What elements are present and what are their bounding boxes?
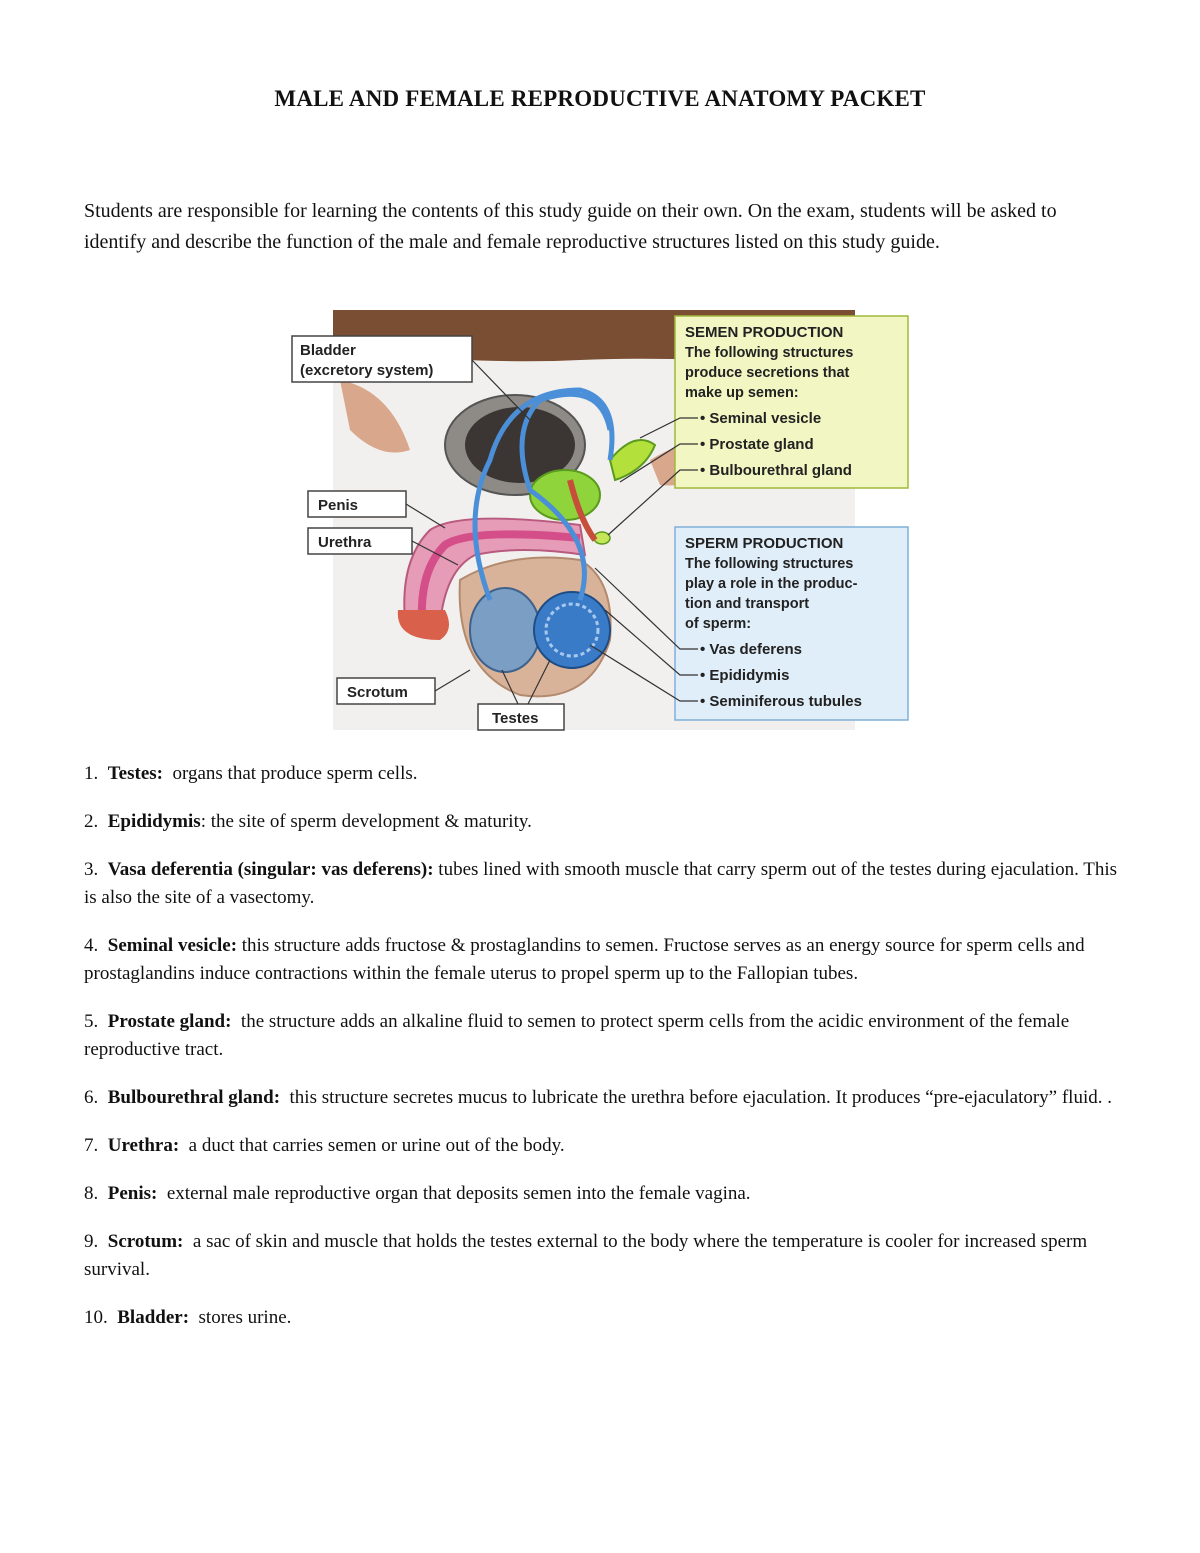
item-term: Urethra: — [107, 1135, 180, 1156]
sperm-item: • Seminiferous tubules — [700, 693, 862, 710]
semen-desc-line: The following structures — [685, 345, 854, 361]
semen-item: • Prostate gland — [700, 436, 814, 453]
list-item — [84, 1228, 1124, 1284]
item-term: Vasa deferentia (singular: vas deferens): — [107, 859, 434, 880]
urethra-label: Urethra — [318, 534, 372, 551]
page-title: MALE AND FEMALE REPRODUCTIVE ANATOMY PACKET — [274, 86, 926, 111]
item-term: Bulbourethral gland: — [107, 1087, 281, 1108]
anatomy-diagram — [280, 310, 920, 735]
scrotum-label: Scrotum — [347, 684, 408, 701]
item-number: 9. — [84, 1231, 99, 1252]
item-number: 7. — [84, 1135, 99, 1156]
item-number: 8. — [84, 1183, 99, 1204]
sperm-desc-line: The following structures — [685, 556, 854, 572]
list-item — [84, 856, 1124, 912]
item-number: 10. — [84, 1307, 108, 1328]
item-term: Testes: — [107, 763, 163, 784]
item-number: 2. — [84, 811, 99, 832]
sperm-desc-line: of sperm: — [685, 616, 752, 632]
list-item — [84, 1084, 1124, 1112]
semen-heading: SEMEN PRODUCTION — [685, 324, 844, 341]
bladder-sublabel: (excretory system) — [300, 362, 434, 379]
penis-label: Penis — [318, 497, 359, 514]
sperm-desc-line: play a role in the produc- — [685, 576, 858, 592]
sperm-item: • Vas deferens — [700, 641, 802, 658]
semen-desc-line: make up semen: — [685, 385, 799, 401]
item-number: 1. — [84, 763, 99, 784]
list-item — [84, 1132, 1124, 1160]
item-desc: this structure adds fructose & prostaglandins to semen. Fructose serves as an energy source for sperm cells and prostaglandins induce contractions within the female uterus to propel sperm up to the Fallopian tubes. — [84, 935, 1085, 984]
item-desc: : the site of sperm development & maturity. — [200, 811, 532, 832]
intro-paragraph: Students are responsible for learning the contents of this study guide on their own. On the exam, students will be asked to identify and describe the function of the male and female reproductive structures listed on this study guide. — [84, 200, 1057, 253]
sperm-desc-line: tion and transport — [685, 596, 810, 612]
item-number: 3. — [84, 859, 99, 880]
item-desc: external male reproductive organ that deposits semen into the female vagina. — [166, 1183, 751, 1204]
list-item — [84, 1008, 1124, 1064]
list-item — [84, 760, 1124, 788]
structure-list — [84, 760, 1124, 1352]
item-term: Prostate gland: — [107, 1011, 232, 1032]
item-number: 5. — [84, 1011, 99, 1032]
item-term: Bladder: — [117, 1307, 190, 1328]
list-item — [84, 808, 1124, 836]
item-number: 4. — [84, 935, 99, 956]
item-desc: a duct that carries semen or urine out of the body. — [188, 1135, 565, 1156]
item-desc: the structure adds an alkaline fluid to semen to protect sperm cells from the acidic environment of the female reproductive tract. — [84, 1011, 1070, 1060]
item-desc: a sac of skin and muscle that holds the testes external to the body where the temperature is cooler for increased sperm survival. — [84, 1231, 1088, 1280]
list-item — [84, 932, 1124, 988]
semen-desc-line: produce secretions that — [685, 365, 850, 381]
item-desc: this structure secretes mucus to lubricate the urethra before ejaculation. It produces “pre-ejaculatory” fluid. . — [289, 1087, 1112, 1108]
item-term: Epididymis — [107, 811, 201, 832]
bladder-label: Bladder — [300, 342, 356, 359]
list-item — [84, 1304, 1124, 1332]
item-term: Penis: — [107, 1183, 158, 1204]
item-term: Scrotum: — [107, 1231, 184, 1252]
semen-item: • Seminal vesicle — [700, 410, 822, 427]
item-desc: stores urine. — [198, 1307, 292, 1328]
testis-shape — [470, 588, 540, 672]
item-number: 6. — [84, 1087, 99, 1108]
list-item — [84, 1180, 1124, 1208]
sperm-heading: SPERM PRODUCTION — [685, 535, 844, 552]
semen-item: • Bulbourethral gland — [700, 462, 852, 479]
item-desc: tubes lined with smooth muscle that carry sperm out of the testes during ejaculation. This is also the site of a vasectomy. — [84, 859, 1118, 908]
testes-label: Testes — [492, 710, 539, 727]
sperm-item: • Epididymis — [700, 667, 790, 684]
item-desc: organs that produce sperm cells. — [172, 763, 418, 784]
anatomy-figure — [280, 310, 920, 735]
item-term: Seminal vesicle: — [107, 935, 238, 956]
